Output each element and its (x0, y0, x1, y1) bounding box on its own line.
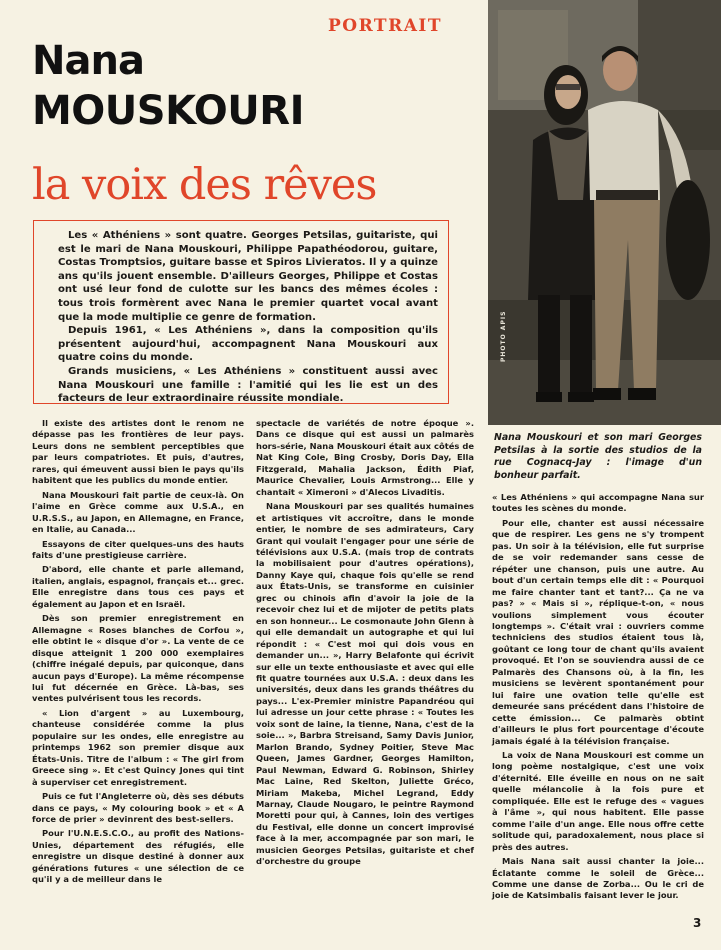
article-column-1 (32, 418, 244, 889)
body-paragraph: Nana Mouskouri par ses qualités humaines et artistiques vit accroître, dans le monde entier, le nombre de ses admirateurs, Cary Grant qui voulait l'engager pour une série de télévisions aux U.S.A. (mais trop de contrats la mobilisaient pour d'autres opérations), Danny Kaye qui, chaque fois qu'elle se rend aux États-Unis, se transforme en cuisinier grec ou chinois afin d'avoir la joie de la recevoir chez lui et de mijoter de petits plats en son honneur... Le cosmonaute John Glenn à qui elle demandait un autographe et qui lui répondit : « C'est moi qui dois vous en demander un... », Harry Belafonte qui écrivit sur elle un texte enthousiaste et avec qui elle fit quatre tournées aux U.S.A. : deux dans les universités, deux dans les grands théâtres du pays... L'ex-Premier ministre Papandréou qui lui adresse un jour cette phrase : « Toutes les voix sont de laine, la tienne, Nana, c'est de la soie... », Barbra Streisand, Samy Davis Junior, Marlon Brando, Sydney Poitier, Steve Mac Queen, James Gardner, Georges Hamilton, Paul Newman, Edward G. Robinson, Shirley Mac Laine, Red Skelton, Juliette Gréco, Miriam Makeba, Michel Legrand, Eddy Marnay, Claude Nougaro, le peintre Raymond Moretti pour qui, à Cannes, loin des vertiges du Festival, elle donne un concert improvisé face à la mer, accompagnée par son mari, le musicien Georges Petsilas, guitariste et chef d'orchestre du groupe (256, 501, 474, 867)
body-paragraph: D'abord, elle chante et parle allemand, italien, anglais, espagnol, français et... grec. Elle enregistre dans tous ces pays et également au Japon et en Israël. (32, 564, 244, 609)
body-paragraph: Dès son premier enregistrement en Allemagne « Roses blanches de Corfou », elle obtint le « disque d'or ». La vente de ce disque atteignit 1 200 000 exemplaires (chiffre inégalé depuis, par quiconque, dans aucun pays d'Europe). La même récompense lui fut décernée en Grèce. Là-bas, ses ventes pulvérisent tous les records. (32, 613, 244, 704)
body-paragraph: Pour elle, chanter est aussi nécessaire que de respirer. Les gens ne s'y trompent pas. Un soir à la télévision, elle fut surprise de se voir redemander sans cesse de répéter une chanson, puis une autre. Au bout d'un certain temps elle dit : « Pourquoi me faire chanter tant et tant?... Ça ne va pas? » « Mais si », réplique-t-on, « nous voulions simplement vous écouter longtemps ». C'était vrai : ouvriers comme techniciens des studios étaient tous là, goûtant ce long tour de chant qu'ils avaient provoqué. Et l'on se souviendra aussi de ce Palmarès des Chansons où, à la fin, les musiciens se levèrent spontanément pour lui faire une ovation telle qu'elle est demeurée sans précédent dans l'histoire de cette émission... Ce palmarès obtint d'ailleurs le plus fort pourcentage d'écoute jamais égalé à la télévision française. (492, 517, 704, 746)
article-subtitle: la voix des rêves (32, 160, 377, 210)
couple-photo (488, 0, 721, 425)
body-paragraph: « Les Athéniens » qui accompagne Nana sur toutes les scènes du monde. (492, 492, 704, 514)
title-last-name: MOUSKOURI (32, 88, 304, 134)
article-column-3 (492, 492, 704, 905)
body-paragraph: « Lion d'argent » au Luxembourg, chanteuse considérée comme la plus populaire sur les ondes, elle enregistre au printemps 1962 son premier disque aux États-Unis. Titre de l'album : « The girl from Greece sing ». Et c'est Quincy Jones qui tint à superviser cet enregistrement. (32, 707, 244, 787)
photo-caption: Nana Mouskouri et son mari Georges Petsilas à la sortie des studios de la rue Cognacq-Jay : l'image d'un bonheur parfait. (494, 432, 702, 481)
body-paragraph: La voix de Nana Mouskouri est comme un long poème nostalgique, c'est une voix d'éternité. Elle éveille en nous on ne sait quelle mélancolie à la fois pure et compliquée. Elle est le refuge des « vagues à l'âme », qui nous habitent. Elle passe comme l'aile d'un ange. Elle nous offre cette solitude qui, paradoxalement, nous place si près des autres. (492, 749, 704, 852)
body-paragraph: Nana Mouskouri fait partie de ceux-là. On l'aime en Grèce comme aux U.S.A., en U.R.S.S., au Japon, en Allemagne, en France, en Italie, au Canada... (32, 489, 244, 535)
lead-paragraph: Grands musiciens, « Les Athéniens » constituent aussi avec Nana Mouskouri une famille : l'amitié qui les lie est un des facteurs de leur extraordinaire réussite mondiale. (58, 365, 438, 405)
article-column-2 (256, 418, 474, 871)
body-paragraph: Essayons de citer quelques-uns des hauts faits d'une prestigieuse carrière. (32, 538, 244, 560)
body-paragraph: spectacle de variétés de notre époque ». Dans ce disque qui est aussi un palmarès hors-série, Nana Mouskouri était aux côtés de Nat King Cole, Bing Crosby, Doris Day, Ella Fitzgerald, Mahalia Jackson, Édith Piaf, Maurice Chevalier, Louis Armstrong... Elle y chantait « Ximeroni » d'Alecos Livaditis. (256, 418, 474, 497)
lead-paragraph: Depuis 1961, « Les Athéniens », dans la composition qu'ils présentent aujourd'hui, accompagnent Nana Mouskouri aux quatre coins du monde. (58, 325, 438, 364)
body-paragraph: Il existe des artistes dont le renom ne dépasse pas les frontières de leur pays. Leurs dons ne semblent perceptibles que par leurs compatriotes. Et puis, d'autres, rares, qui émeuvent aussi bien le pays qu'ils habitent que les publics du monde entier. (32, 418, 244, 486)
lead-box (33, 220, 449, 404)
page-number: 3 (693, 916, 702, 930)
photo-credit: PHOTO APIS (500, 310, 507, 362)
body-paragraph: Puis ce fut l'Angleterre où, dès ses débuts dans ce pays, « My colouring book » et « A force de prier » devinrent des best-sellers. (32, 791, 244, 824)
body-paragraph: Mais Nana sait aussi chanter la joie... Éclatante comme le soleil de Grèce... Comme une danse de Zorba... Ou le cri de joie de Katsimbalis faisant lever le jour. (492, 856, 704, 901)
body-paragraph: Pour l'U.N.E.S.C.O., au profit des Nations-Unies, département des réfugiés, elle enregistre un disque destiné à donner aux générations futures « une sélection de ce qu'il y a de meilleur dans le (32, 828, 244, 885)
title-first-name: Nana (32, 38, 144, 84)
section-label: PORTRAIT (328, 16, 442, 36)
lead-paragraph: Les « Athéniens » sont quatre. Georges Petsilas, guitariste, qui est le mari de Nana Mouskouri, Philippe Papathéodorou, guitare, Costas Tromptsios, guitare basse et Spiros Livieratos. Il y a quinze ans qu'ils jouent ensemble. D'ailleurs Georges, Philippe et Costas ont usé leur fond de culotte sur les bancs des mêmes écoles : tous trois formèrent avec Nana le premier quartet vocal avant que la mode multiplie ce genre de formation. (58, 230, 438, 323)
